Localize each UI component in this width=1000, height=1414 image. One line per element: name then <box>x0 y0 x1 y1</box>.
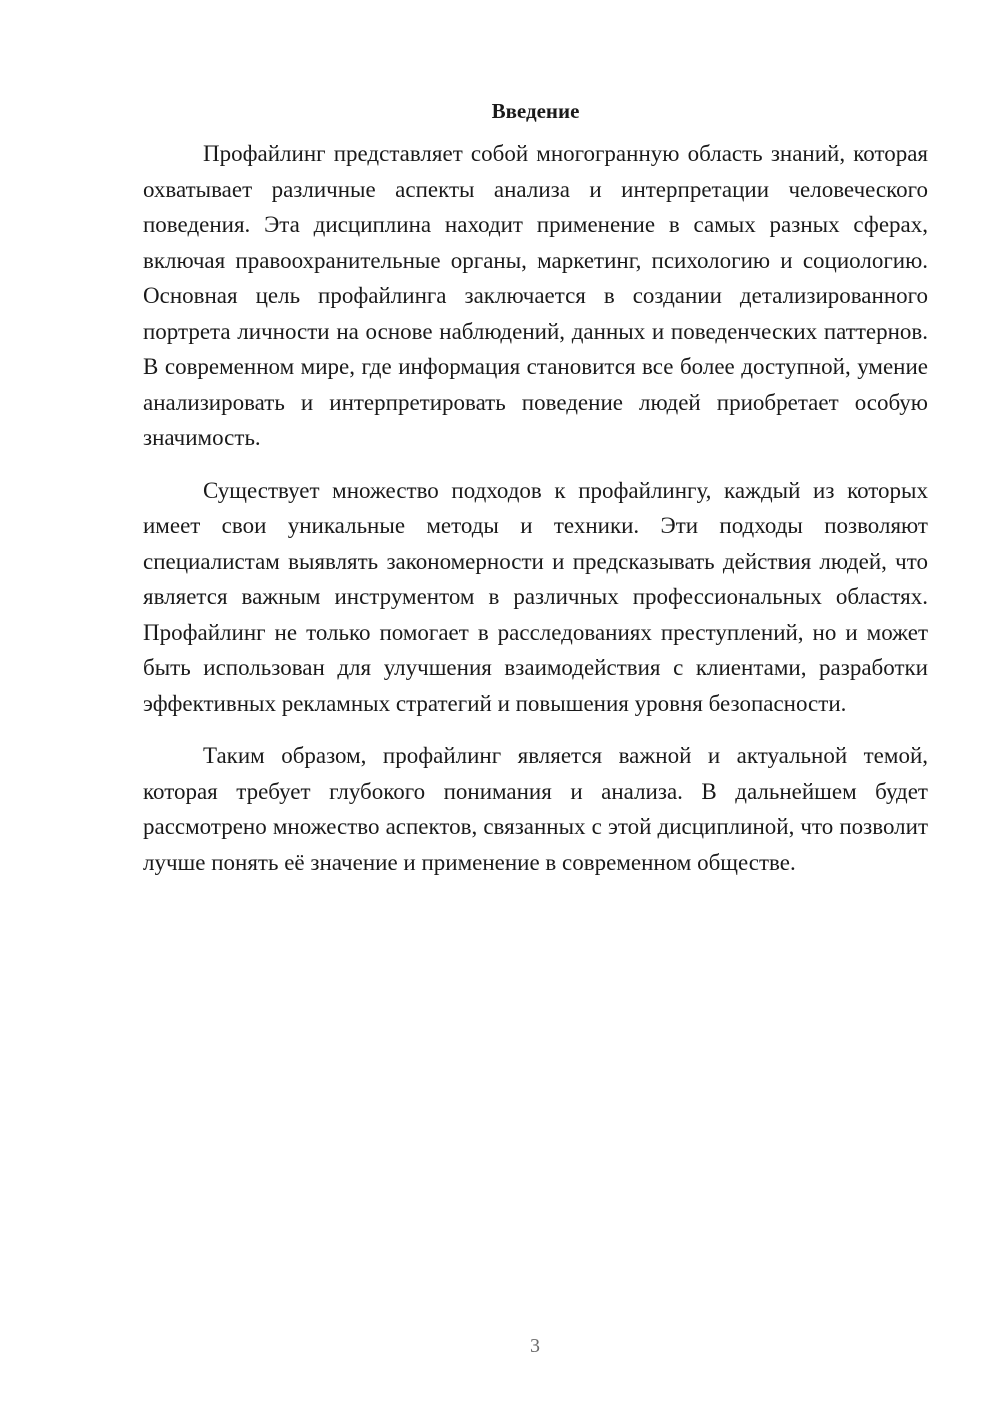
page-number: 3 <box>530 1335 540 1357</box>
page-content <box>143 96 928 897</box>
paragraph-2: Существует множество подходов к профайлингу, каждый из которых имеет свои уникальные методы и техники. Эти подходы позволяют специалистам выявлять закономерности и предсказывать действия людей, что является важным инструментом в различных профессиональных областях. Профайлинг не только помогает в расследованиях преступлений, но и может быть использован для улучшения взаимодействия с клиентами, разработки эффективных рекламных стратегий и повышения уровня безопасности. <box>143 477 928 716</box>
section-heading: Введение <box>491 99 580 123</box>
paragraph-1: Профайлинг представляет собой многогранную область знаний, которая охватывает различные аспекты анализа и интерпретации человеческого поведения. Эта дисциплина находит применение в самых разных сферах, включая правоохранительные органы, маркетинг, психологию и социологию. Основная цель профайлинга заключается в создании детализированного портрета личности на основе наблюдений, данных и поведенческих паттернов. В современном мире, где информация становится все более доступной, умение анализировать и интерпретировать поведение людей приобретает особую значимость. <box>143 141 928 450</box>
paragraph-3: Таким образом, профайлинг является важной и актуальной темой, которая требует глубокого понимания и анализа. В дальнейшем будет рассмотрено множество аспектов, связанных с этой дисциплиной, что позволит лучше понять её значение и применение в современном обществе. <box>143 743 928 875</box>
